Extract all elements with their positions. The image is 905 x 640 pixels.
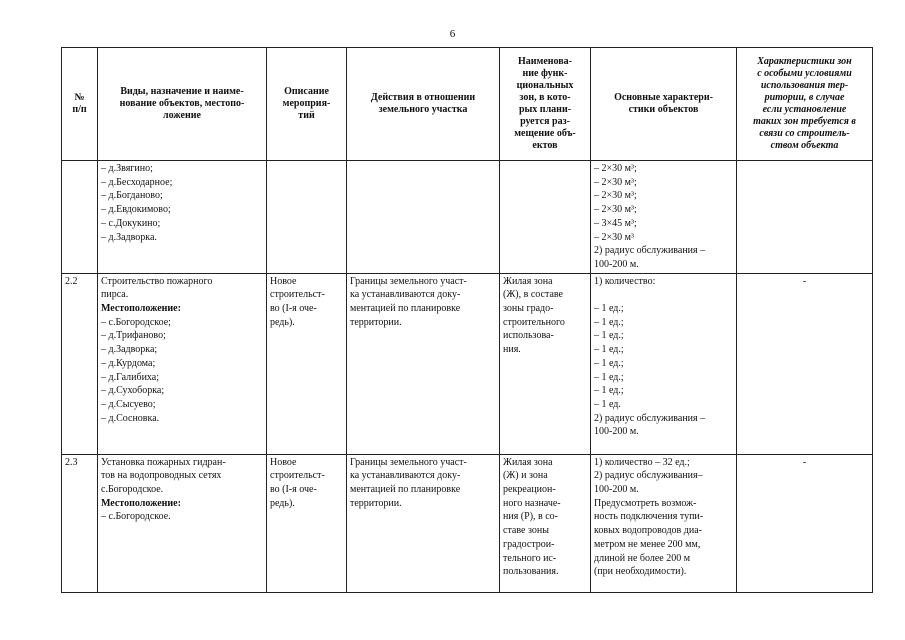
text-line: использова- bbox=[503, 330, 554, 342]
text-line: градострои- bbox=[503, 538, 555, 550]
text-line: тий bbox=[298, 109, 315, 121]
text-line: – 1 ед.; bbox=[594, 330, 624, 342]
text-line: Виды, назначение и наиме- bbox=[120, 86, 244, 98]
text-line: Границы земельного участ- bbox=[350, 275, 467, 287]
text-line: – д.Задворка; bbox=[101, 344, 158, 356]
text-line: рекреацион- bbox=[503, 484, 556, 496]
text-line: нование объектов, местопо- bbox=[119, 98, 245, 110]
text-line: пользования. bbox=[503, 566, 559, 578]
text-line: – 1 ед.; bbox=[594, 357, 624, 369]
text-line: Характеристики зон bbox=[757, 56, 852, 68]
text-line: ставе зоны bbox=[503, 525, 549, 537]
header-functional-zones bbox=[500, 48, 591, 161]
text-line: ложение bbox=[163, 109, 201, 121]
text-line: связи со строитель- bbox=[759, 127, 850, 139]
text-line: ектов bbox=[532, 139, 558, 151]
text-line: пирса. bbox=[101, 289, 129, 301]
text-line: ментацией по планировке bbox=[350, 484, 461, 496]
text-line: – 1 ед.; bbox=[594, 385, 624, 397]
text-line: – д.Богданово; bbox=[101, 190, 163, 202]
cell-actions bbox=[347, 273, 500, 454]
text-line: тельного ис- bbox=[503, 552, 557, 564]
cell-special-zones bbox=[737, 161, 873, 274]
text-line: ния. bbox=[503, 344, 521, 356]
text-line: – 1 ед.; bbox=[594, 371, 624, 383]
text-line: ного назначе- bbox=[503, 497, 561, 509]
text-line: Основные характери- bbox=[614, 92, 713, 104]
header-characteristics bbox=[591, 48, 737, 161]
text-line: – д.Сухоборка; bbox=[101, 385, 165, 397]
text-line: – д.Задворка. bbox=[101, 231, 157, 243]
text-line: строительного bbox=[503, 316, 565, 328]
text-line: таких зон требуется в bbox=[753, 115, 856, 127]
table-row-2-3 bbox=[62, 454, 873, 592]
location-label: Местоположение: bbox=[101, 303, 181, 315]
text-line: Границы земельного участ- bbox=[350, 456, 467, 468]
cell-zones bbox=[500, 454, 591, 592]
text-line: Описание bbox=[284, 86, 329, 98]
text-line: 2) радиус обслуживания– bbox=[594, 470, 703, 482]
cell-object bbox=[98, 454, 267, 592]
text-line: строительст- bbox=[270, 289, 325, 301]
text-line: – 1 ед.; bbox=[594, 303, 624, 315]
cell-special-zones: - bbox=[737, 273, 873, 454]
text-line: мещение объ- bbox=[514, 127, 576, 139]
header-number bbox=[62, 48, 98, 161]
text-line: 100-200 м. bbox=[594, 258, 639, 270]
text-line: во (I-я оче- bbox=[270, 484, 317, 496]
text-line: 2) радиус обслуживания – bbox=[594, 245, 706, 257]
text-line: – с.Докукино; bbox=[101, 217, 161, 229]
text-line: Новое bbox=[270, 275, 297, 287]
text-line: ние функ- bbox=[522, 68, 568, 80]
location-label: Местоположение: bbox=[101, 497, 181, 509]
text-line: ка устанавливаются доку- bbox=[350, 289, 461, 301]
text-line: зон, в кото- bbox=[519, 92, 571, 104]
text-line: рых плани- bbox=[518, 104, 572, 115]
objects-table bbox=[61, 47, 873, 593]
header-special-zones bbox=[737, 48, 873, 161]
text-line: ния (Р), в со- bbox=[503, 511, 559, 523]
text-line: – 1 ед. bbox=[594, 398, 621, 410]
text-line: ством объекта bbox=[770, 139, 839, 151]
text-line: ность подключения тупи- bbox=[594, 511, 704, 523]
text-line: метром не менее 200 мм, bbox=[594, 538, 701, 550]
cell-actions bbox=[347, 161, 500, 274]
header-description bbox=[267, 48, 347, 161]
text-line: – 1 ед.; bbox=[594, 316, 624, 328]
text-line: – д.Сысуево; bbox=[101, 398, 156, 410]
text-line: Новое bbox=[270, 456, 297, 468]
text-line: мероприя- bbox=[282, 98, 331, 110]
text-line: стики объектов bbox=[628, 104, 699, 115]
cell-description bbox=[267, 273, 347, 454]
text-line: строительст- bbox=[270, 470, 325, 482]
text-line: редь). bbox=[270, 316, 295, 328]
table-row-2-2 bbox=[62, 273, 873, 454]
text-line: руется раз- bbox=[520, 115, 570, 127]
text-line: циональных bbox=[516, 80, 574, 92]
cell-zones bbox=[500, 273, 591, 454]
text-line: Установка пожарных гидран- bbox=[101, 456, 226, 468]
cell-actions bbox=[347, 454, 500, 592]
text-line: редь). bbox=[270, 497, 295, 509]
text-line: Строительство пожарного bbox=[101, 275, 213, 287]
text-line: (Ж), в составе bbox=[503, 289, 563, 301]
text-line: зоны градо- bbox=[503, 303, 554, 315]
text-line: – 2×30 м³ bbox=[594, 231, 634, 243]
text-line: – д.Звягино; bbox=[101, 163, 153, 174]
quantity-label: 1) количество: bbox=[594, 275, 656, 287]
cell-description bbox=[267, 454, 347, 592]
text-line: во (I-я оче- bbox=[270, 303, 317, 315]
text-line: если установление bbox=[762, 104, 847, 115]
cell-object bbox=[98, 273, 267, 454]
text-line: тов на водопроводных сетях bbox=[101, 470, 222, 482]
text-line: – д.Трифаново; bbox=[101, 330, 166, 342]
text-line: – 1 ед.; bbox=[594, 344, 624, 356]
text-line: с особыми условиями bbox=[757, 68, 852, 80]
text-line: территории. bbox=[350, 316, 402, 328]
cell-special-zones: - bbox=[737, 454, 873, 592]
text-line: – 2×30 м³; bbox=[594, 163, 637, 174]
text-line: ритории, в случае bbox=[764, 92, 845, 104]
text-line: № bbox=[74, 92, 85, 104]
text-line: – 2×30 м³; bbox=[594, 176, 637, 188]
text-line: 100-200 м. bbox=[594, 484, 639, 496]
text-line: Жилая зона bbox=[503, 275, 553, 287]
table-row-continued bbox=[62, 161, 873, 274]
cell-characteristics bbox=[591, 454, 737, 592]
text-line: ка устанавливаются доку- bbox=[350, 470, 461, 482]
cell-zones bbox=[500, 161, 591, 274]
text-line: – д.Курдома; bbox=[101, 357, 156, 369]
cell-number: 2.3 bbox=[62, 454, 98, 592]
table-header-row bbox=[62, 48, 873, 161]
cell-characteristics bbox=[591, 161, 737, 274]
cell-locations bbox=[98, 161, 267, 274]
page-number: 6 bbox=[449, 28, 456, 40]
text-line: Жилая зона bbox=[503, 456, 553, 468]
text-line: – д.Галибиха; bbox=[101, 371, 160, 383]
text-line: – д.Сосновка. bbox=[101, 412, 160, 424]
cell-characteristics bbox=[591, 273, 737, 454]
text-line: 1) количество – 32 ед.; bbox=[594, 456, 690, 468]
text-line: Предусмотреть возмож- bbox=[594, 497, 697, 509]
text-line: ментацией по планировке bbox=[350, 303, 461, 315]
text-line: (Ж) и зона bbox=[503, 470, 548, 482]
text-line: п/п bbox=[72, 104, 87, 115]
text-line: Действия в отношении bbox=[370, 92, 476, 104]
text-line: Наименова- bbox=[517, 56, 573, 68]
text-line: – д.Бесходарное; bbox=[101, 176, 173, 188]
cell-number: 2.2 bbox=[62, 273, 98, 454]
text-line: – с.Богородское. bbox=[101, 511, 171, 523]
text-line: – д.Евдокимово; bbox=[101, 204, 171, 216]
text-line: 2) радиус обслуживания – bbox=[594, 412, 706, 424]
text-line: с.Богородское. bbox=[101, 484, 164, 496]
cell-description bbox=[267, 161, 347, 274]
header-land-actions bbox=[347, 48, 500, 161]
text-line: – 3×45 м³; bbox=[594, 217, 637, 229]
text-line: – 2×30 м³; bbox=[594, 204, 637, 216]
text-line: земельного участка bbox=[378, 104, 468, 115]
text-line: – 2×30 м³; bbox=[594, 190, 637, 202]
text-line: – с.Богородское; bbox=[101, 316, 171, 328]
text-line: (при необходимости). bbox=[594, 566, 687, 578]
header-object-type bbox=[98, 48, 267, 161]
text-line: длиной не более 200 м bbox=[594, 552, 691, 564]
text-line: ковых водопроводов диа- bbox=[594, 525, 702, 537]
text-line: использования тер- bbox=[760, 80, 849, 92]
text-line: территории. bbox=[350, 497, 402, 509]
text-line: 100-200 м. bbox=[594, 426, 639, 438]
cell-number bbox=[62, 161, 98, 274]
